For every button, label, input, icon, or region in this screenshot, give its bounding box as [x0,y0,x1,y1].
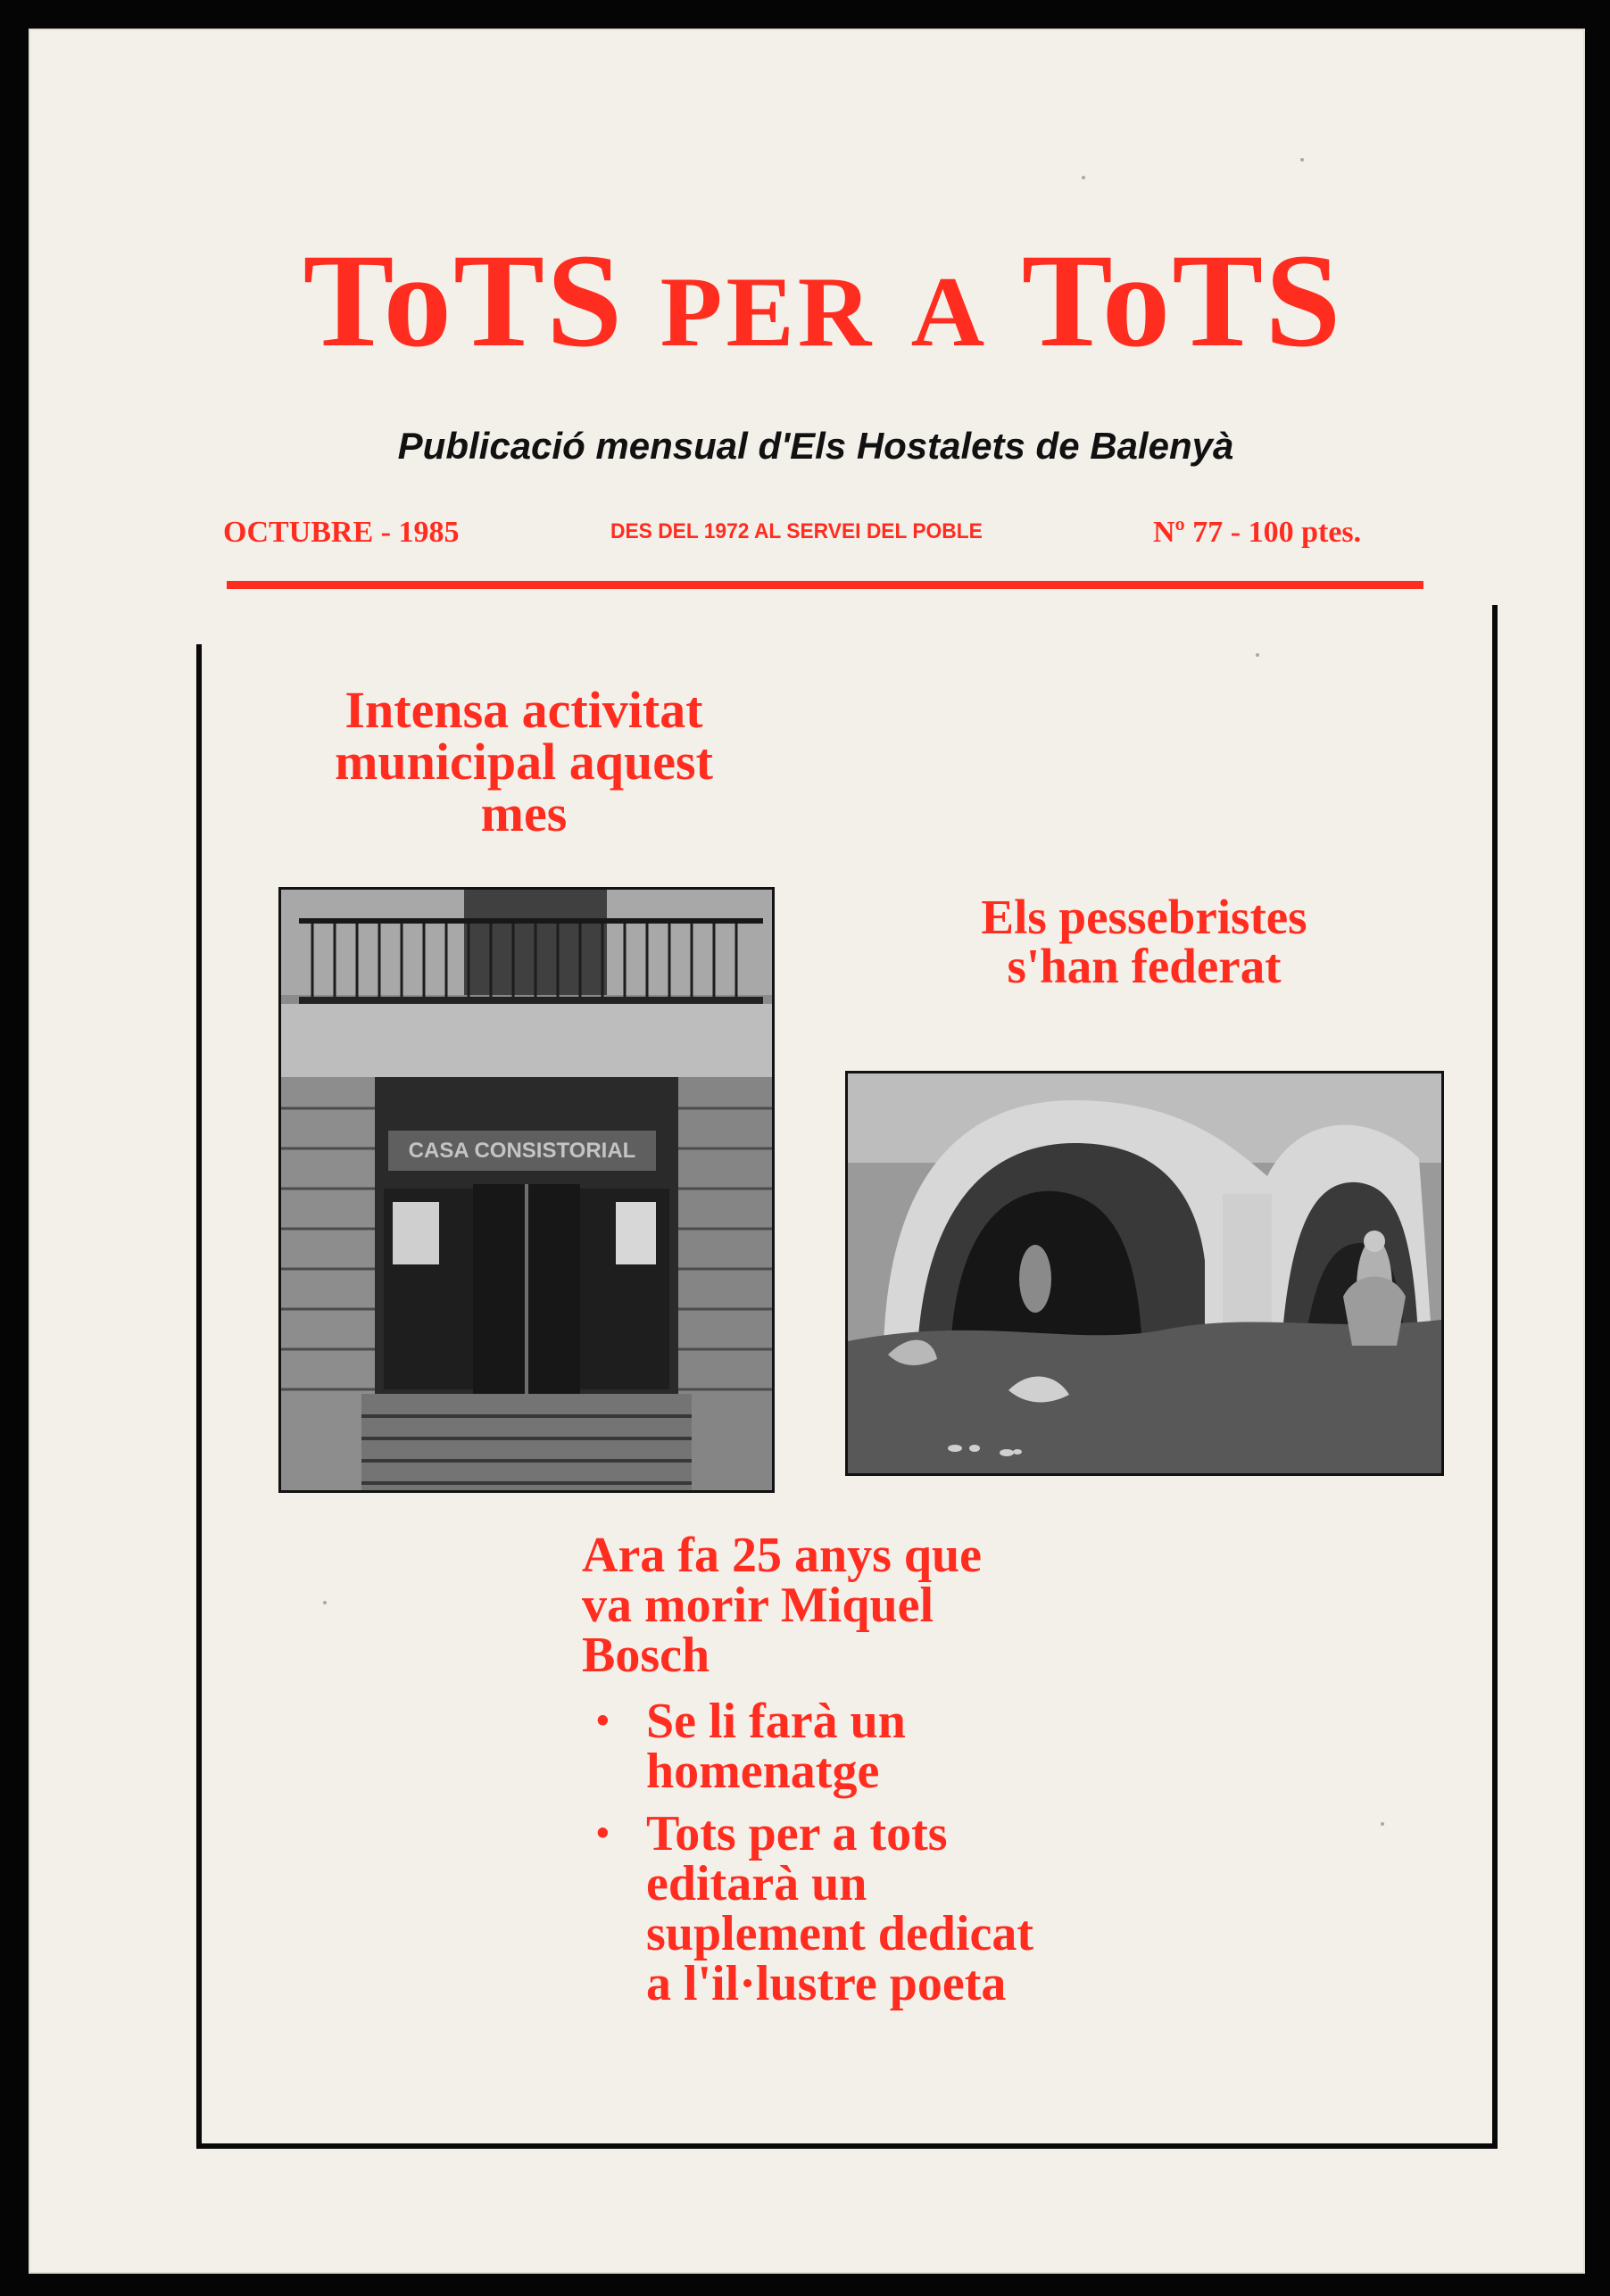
town-hall-photo [278,887,775,1493]
paper-speck [1300,158,1304,162]
paper-speck [1256,653,1259,657]
publication-subtitle: Publicació mensual d'Els Hostalets de Balenyà [397,425,1234,467]
town-hall-photo-image [281,890,772,1490]
miquel-bosch-story [582,1530,1358,2021]
headline-line: Els pessebristes [981,890,1307,944]
publication-motto: DES DEL 1972 AL SERVEI DEL POBLE [610,519,983,543]
story-bullet-list [582,1696,1358,2009]
title-word-3: A [910,257,989,368]
town-hall-sign-text: CASA CONSISTORIAL [408,1139,636,1163]
headline-line: municipal aquest [335,733,713,791]
bullet-line: Se li farà un [646,1694,906,1749]
bullet-line: a l'il·lustre poeta [646,1956,1007,2011]
paper-speck [1082,176,1085,179]
headline-line: s'han federat [1007,939,1282,993]
title-word-4: ToTS [1021,227,1343,375]
headline-line: Ara fa 25 anys que [582,1528,983,1583]
paper-speck [1381,1822,1384,1826]
bullet-text [646,1806,1289,2011]
magazine-cover [29,29,1585,2274]
story-bullet-item [582,1806,1289,2011]
bullet-icon: • [596,1701,610,1742]
content-frame-bottom-rule [196,2143,1498,2149]
headline-line: va morir Miquel [582,1578,934,1633]
nativity-makers-headline [881,892,1407,991]
magazine-title [29,227,1585,375]
nativity-scene-photo-image [848,1073,1441,1473]
bullet-line: homenatge [646,1744,880,1799]
issue-information [29,518,1585,553]
headline-line: Intensa activitat [344,681,703,739]
bullet-icon: • [596,1813,610,1854]
bullet-line: editarà un [646,1856,867,1911]
title-word-1: ToTS [303,227,625,375]
bullet-line: Tots per a tots [646,1806,948,1861]
issue-date: OCTUBRE - 1985 [223,516,460,549]
title-word-2: PER [660,257,876,368]
bullet-text [646,1694,1289,1799]
story-bullet-item [582,1694,1289,1799]
municipal-activity-headline [247,681,801,842]
miquel-bosch-headline [582,1528,1162,1683]
content-frame-right-rule [1492,605,1498,2144]
bullet-line: suplement dedicat [646,1906,1033,1961]
content-frame-left-rule [196,644,202,2148]
paper-speck [323,1601,327,1604]
issue-number-price: Nº 77 - 100 ptes. [1153,516,1362,549]
nativity-scene-photo [845,1071,1444,1476]
headline-line: mes [480,784,568,842]
masthead-divider [227,581,1423,589]
headline-line: Bosch [582,1628,710,1683]
